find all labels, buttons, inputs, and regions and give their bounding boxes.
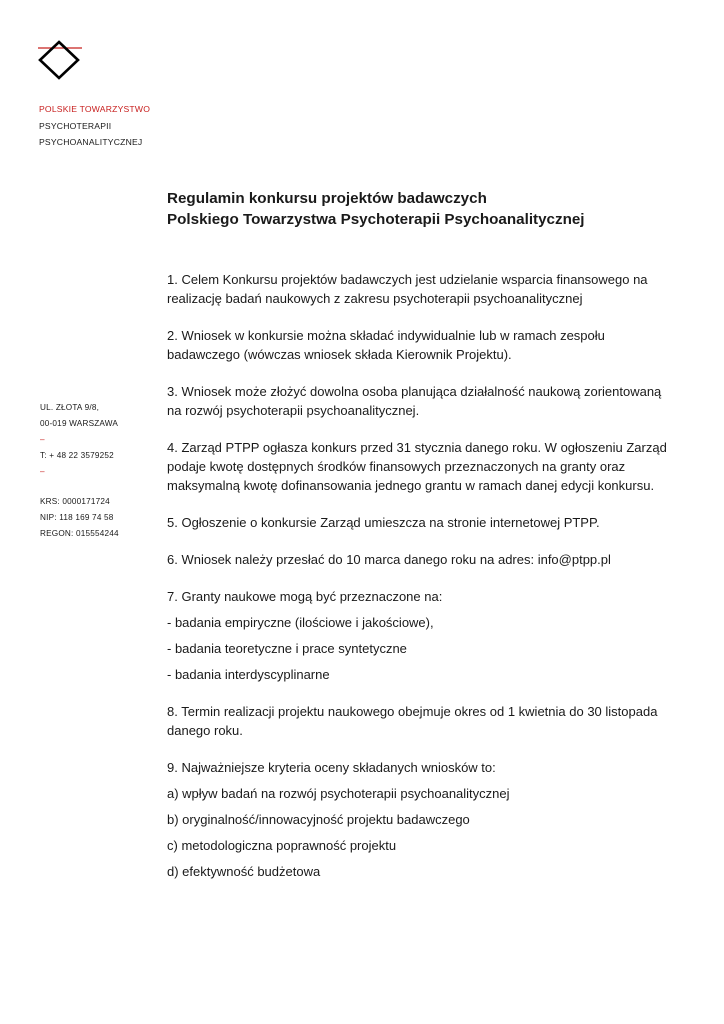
org-name-line-1: POLSKIE TOWARZYSTWO: [39, 104, 151, 114]
separator-dash: –: [40, 467, 45, 476]
document-title-line-2: Polskiego Towarzystwa Psychoterapii Psychoanalitycznej: [167, 211, 585, 228]
paragraph-1: [167, 270, 667, 308]
ptpp-logo-icon: [38, 40, 82, 80]
paragraph-line: 4. Zarząd PTPP ogłasza konkurs przed 31 stycznia danego roku. W ogłoszeniu Zarząd: [167, 440, 667, 455]
paragraph-line: na rozwój psychoterapii psychoanalitycznej.: [167, 403, 420, 418]
paragraph-9: 9. Najważniejsze kryteria oceny składanych wniosków to:: [167, 760, 496, 775]
krs-number: KRS: 0000171724: [40, 497, 110, 506]
paragraph-3: [167, 382, 667, 420]
paragraph-line: podaje kwotę dostępnych środków finansowych przeznaczonych na granty oraz: [167, 459, 626, 474]
document-title-line-1: Regulamin konkursu projektów badawczych: [167, 190, 487, 207]
paragraph-line: 3. Wniosek może złożyć dowolna osoba planująca działalność naukową zorientowaną: [167, 384, 662, 399]
paragraph-4: [167, 438, 667, 495]
list-item: d) efektywność budżetowa: [167, 864, 321, 879]
address-city: 00-019 WARSZAWA: [40, 419, 119, 428]
list-item: b) oryginalność/innowacyjność projektu badawczego: [167, 812, 470, 827]
paragraph-line: maksymalną kwotę dofinansowania jednego grantu w ramach danej edycji konkursu.: [167, 478, 655, 493]
list-item: c) metodologiczna poprawność projektu: [167, 838, 397, 853]
paragraph-line: badawczego (wówczas wniosek składa Kierownik Projektu).: [167, 347, 512, 362]
separator-dash: –: [40, 435, 45, 444]
paragraph-line: 1. Celem Konkursu projektów badawczych jest udzielanie wsparcia finansowego na: [167, 272, 648, 287]
list-item: - badania interdyscyplinarne: [167, 667, 330, 682]
paragraph-5: 5. Ogłoszenie o konkursie Zarząd umieszcza na stronie internetowej PTPP.: [167, 515, 600, 530]
organization-name: [39, 101, 150, 151]
paragraph-2: [167, 326, 667, 364]
org-name-line-2: PSYCHOTERAPII: [39, 120, 112, 131]
org-name-line-3: PSYCHOANALITYCZNEJ: [39, 137, 143, 147]
list-item: - badania teoretyczne i prace syntetyczne: [167, 641, 407, 656]
paragraph-line: danego roku.: [167, 723, 243, 738]
paragraph-7: 7. Granty naukowe mogą być przeznaczone na:: [167, 589, 443, 604]
phone-number: T: + 48 22 3579252: [40, 451, 114, 460]
list-item: a) wpływ badań na rozwój psychoterapii psychoanalitycznej: [167, 786, 510, 801]
paragraph-line: 2. Wniosek w konkursie można składać indywidualnie lub w ramach zespołu: [167, 328, 605, 343]
paragraph-8: [167, 702, 667, 740]
document-body: [167, 188, 667, 881]
nip-number: NIP: 118 169 74 58: [40, 513, 114, 522]
regon-number: REGON: 015554244: [40, 529, 119, 538]
paragraph-line: realizację badań naukowych z zakresu psychoterapii psychoanalitycznej: [167, 291, 583, 306]
address-street: UL. ZŁOTA 9/8,: [40, 403, 100, 412]
paragraph-6: 6. Wniosek należy przesłać do 10 marca danego roku na adres: info@ptpp.pl: [167, 552, 611, 567]
paragraph-line: 8. Termin realizacji projektu naukowego obejmuje okres od 1 kwietnia do 30 listopada: [167, 704, 658, 719]
list-item: - badania empiryczne (ilościowe i jakościowe),: [167, 615, 434, 630]
contact-block: [40, 400, 119, 542]
